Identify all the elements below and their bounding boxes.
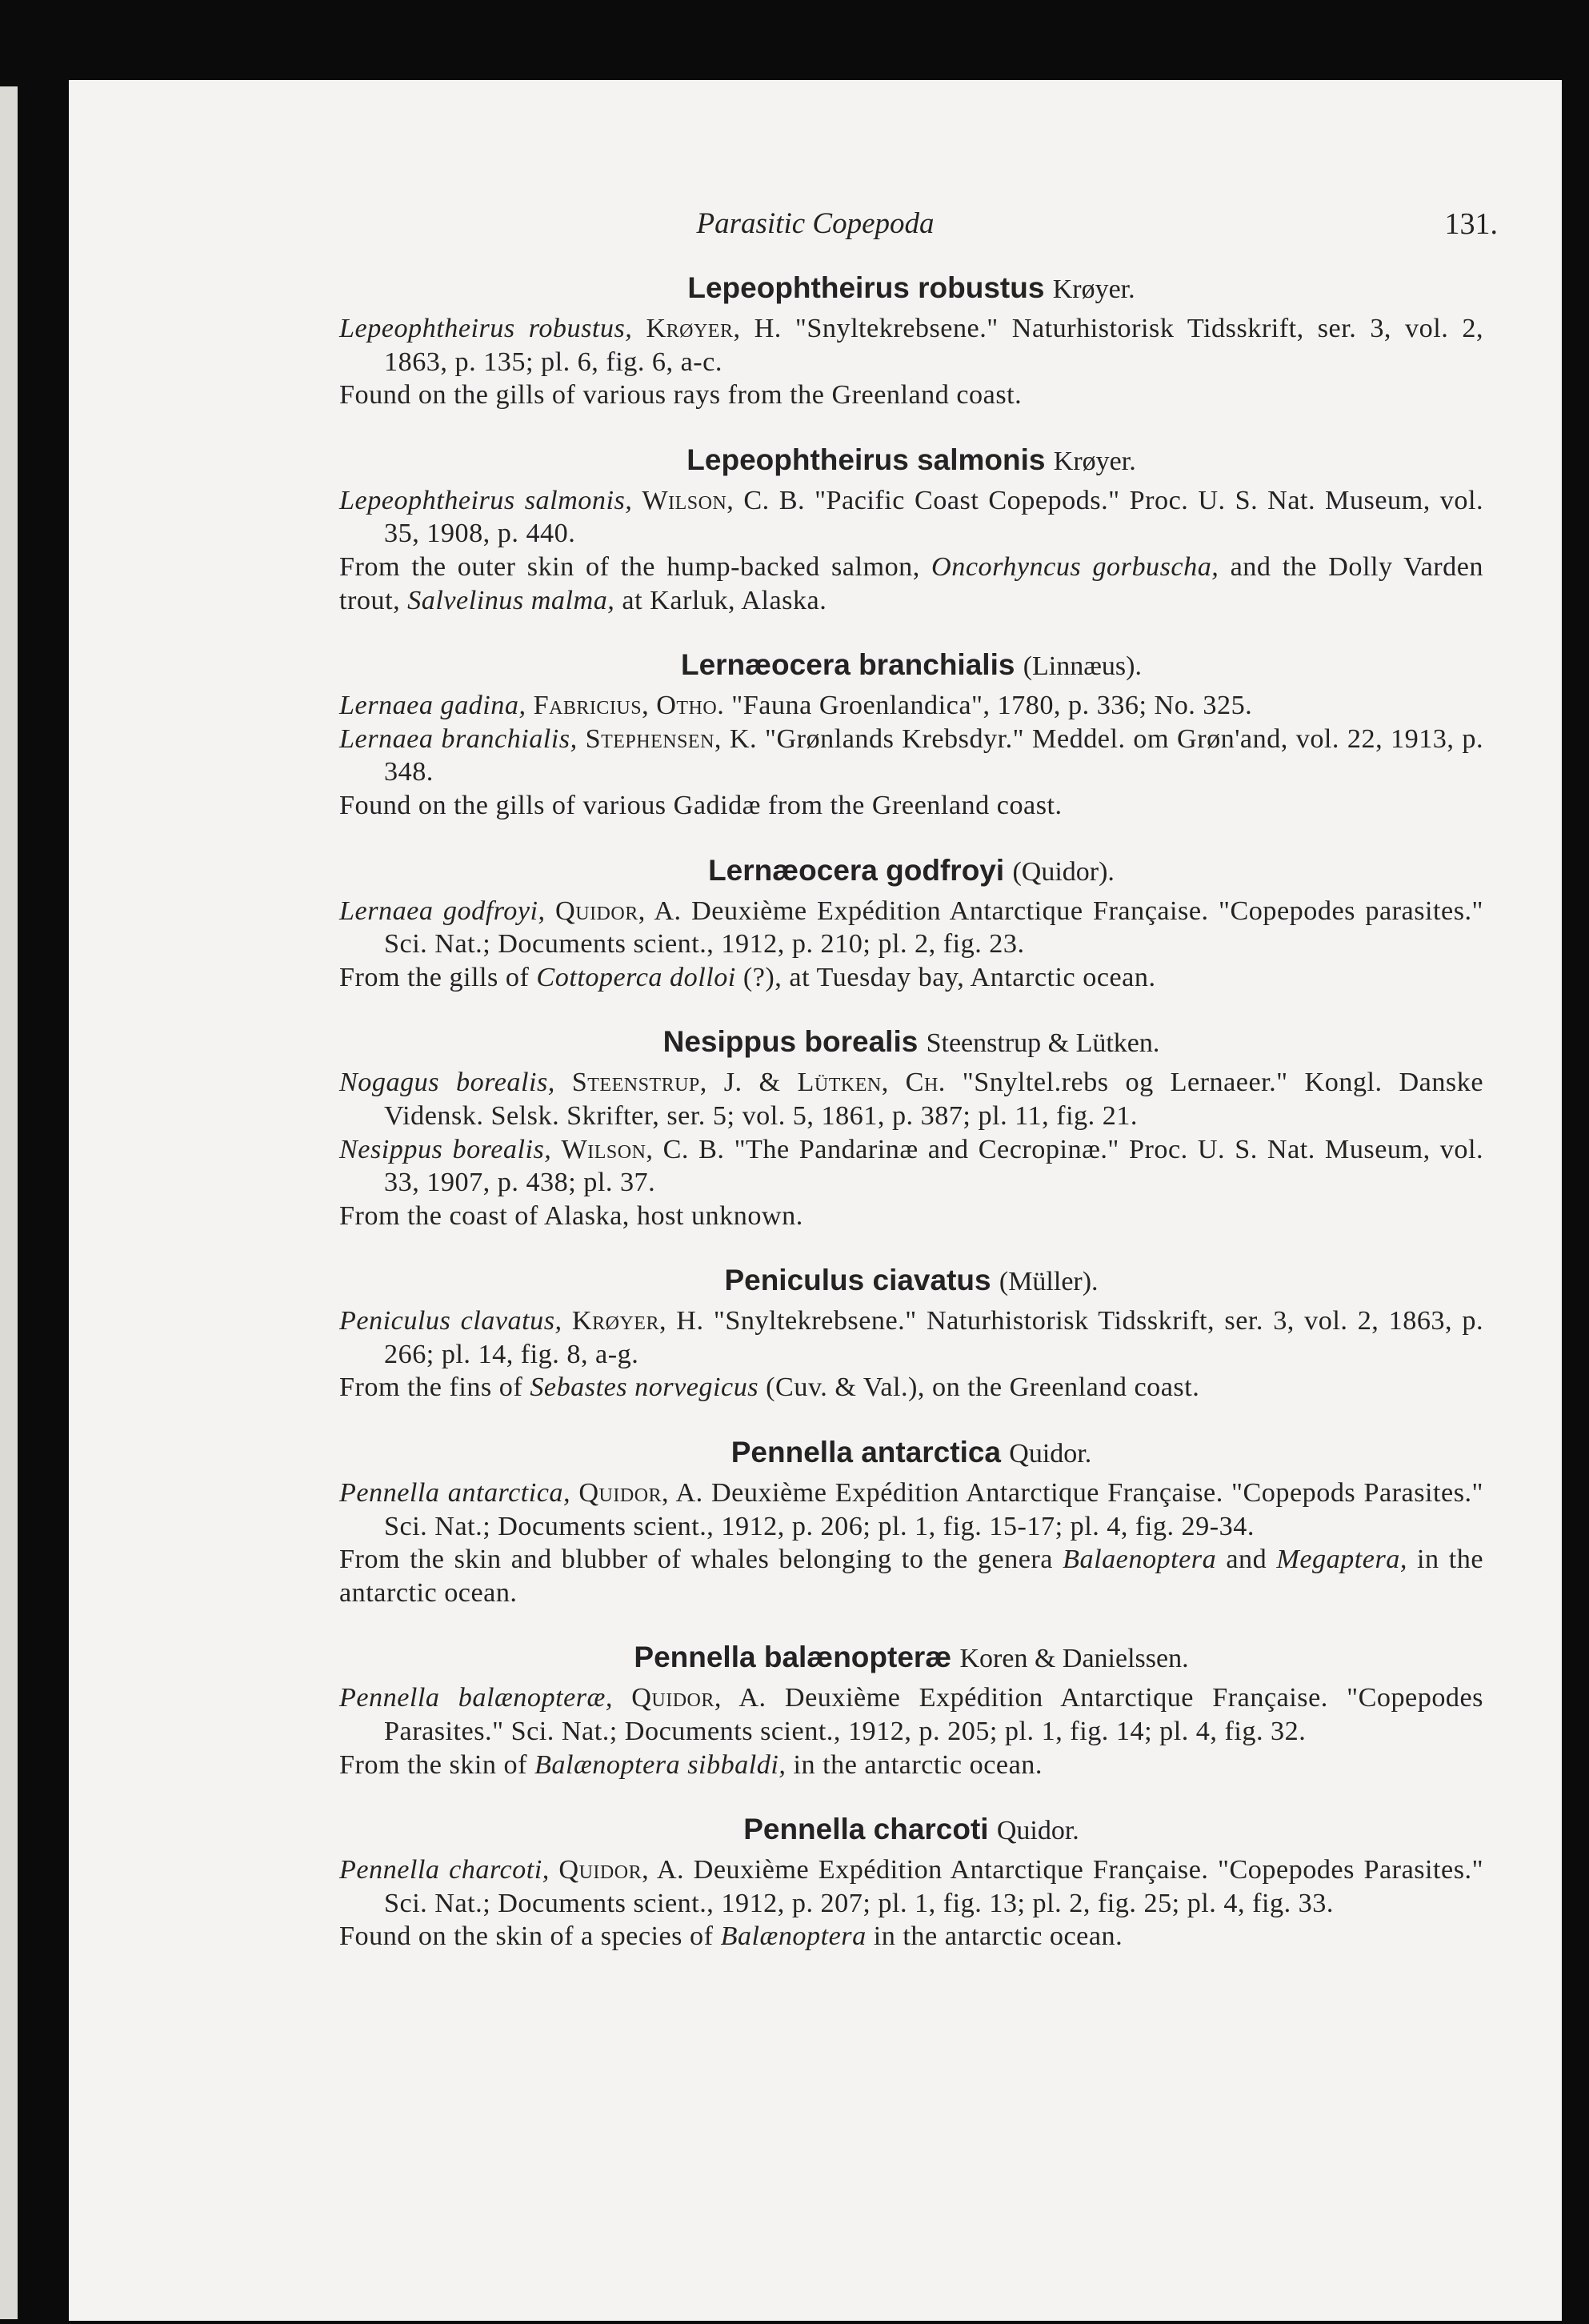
species-authority: Krøyer. xyxy=(1053,446,1136,476)
habitat-note xyxy=(339,1371,1483,1404)
species-name: Peniculus ciavatus xyxy=(724,1264,991,1297)
reference-citation: "Snyltel.rebs og Lernaeer." Kongl. Danske Vidensk. Selsk. Skrifter, ser. 5; vol. 5, 1861, p. 387; pl. 11, fig. 21. xyxy=(384,1068,1484,1131)
bibliographic-reference xyxy=(339,1853,1483,1920)
bibliographic-reference xyxy=(339,484,1483,551)
habitat-note xyxy=(339,1749,1483,1782)
species-entry xyxy=(339,1433,1483,1609)
species-entry xyxy=(339,1638,1483,1781)
species-heading xyxy=(339,1261,1483,1301)
reference-scientific-name: Lernaea gadina, xyxy=(339,691,526,721)
reference-scientific-name: Lepeophtheirus salmonis, xyxy=(339,485,633,515)
species-authority: (Quidor). xyxy=(1012,856,1115,887)
species-heading xyxy=(339,441,1483,481)
species-authority: Koren & Danielssen. xyxy=(959,1644,1189,1674)
bibliographic-reference xyxy=(339,895,1483,961)
species-entry xyxy=(339,1810,1483,1953)
reference-author: Steenstrup, J. & Lütken, Ch. xyxy=(571,1068,946,1098)
note-text: From the outer skin of the hump-backed salmon, xyxy=(339,551,920,582)
bibliographic-reference xyxy=(339,1681,1483,1748)
note-text: Found on the gills of various Gadidæ from the Greenland coast. xyxy=(339,790,1063,820)
note-text: the Dolly Varden trout, xyxy=(339,551,1483,615)
species-entry xyxy=(339,851,1483,995)
host-scientific-name: Balænoptera xyxy=(720,1921,867,1952)
reference-citation: "Fauna Groenlandica", 1780, p. 336; No. 325. xyxy=(731,691,1253,721)
note-text: (?), at Tuesday bay, Antarctic ocean. xyxy=(742,962,1156,992)
note-text: From the skin of xyxy=(339,1749,527,1780)
bibliographic-reference xyxy=(339,723,1483,789)
adjacent-page-edge xyxy=(0,86,18,2319)
running-title: Parasitic Copepoda xyxy=(696,207,935,240)
document-page xyxy=(69,80,1562,2321)
habitat-note xyxy=(339,1920,1483,1953)
reference-author: Krøyer, H. xyxy=(571,1306,704,1336)
note-text: in the antarctic ocean. xyxy=(339,1545,1484,1608)
host-scientific-name: Sebastes norvegicus xyxy=(530,1372,759,1403)
reference-scientific-name: Lernaea godfroyi, xyxy=(339,896,546,926)
species-authority: Quidor. xyxy=(1009,1439,1092,1469)
habitat-note xyxy=(339,379,1483,412)
reference-author: Stephensen, K. xyxy=(585,723,758,754)
reference-author: Wilson, C. B. xyxy=(642,485,806,515)
reference-author: Krøyer, H. xyxy=(646,314,782,343)
habitat-note xyxy=(339,961,1483,995)
species-name: Pennella charcoti xyxy=(743,1813,989,1846)
species-entry xyxy=(339,1261,1483,1404)
species-name: Pennella balænopteræ xyxy=(634,1641,952,1674)
bibliographic-reference xyxy=(339,1477,1483,1543)
habitat-note xyxy=(339,1543,1483,1609)
reference-scientific-name: Nesippus borealis, xyxy=(339,1134,552,1164)
species-name: Pennella antarctica xyxy=(730,1436,1002,1469)
note-text: in the antarctic ocean. xyxy=(793,1749,1043,1780)
note-text: Found on the gills of various rays from the Greenland coast. xyxy=(339,380,1023,411)
reference-scientific-name: Pennella balænopteræ, xyxy=(339,1683,613,1713)
species-name: Lepeophtheirus robustus xyxy=(687,271,1045,304)
species-name: Nesippus borealis xyxy=(662,1025,919,1059)
host-scientific-name: Salvelinus malma, xyxy=(407,585,615,615)
note-text: From the gills of xyxy=(339,962,530,992)
reference-author: Quidor, A. xyxy=(631,1683,766,1713)
habitat-note xyxy=(339,551,1483,617)
species-entry xyxy=(339,441,1483,617)
reference-citation: Deuxième Expédition Antarctique Française. "Copepodes Parasites." Sci. Nat.; Documents scient., 1912, p. 205; pl. 1, fig. 14; pl. 4, fig. 32. xyxy=(384,1683,1483,1747)
note-text: at Karluk, Alaska. xyxy=(622,585,827,615)
reference-scientific-name: Pennella charcoti, xyxy=(339,1855,550,1885)
reference-citation: "The Pandarinæ and Cecropinæ." Proc. U. S. Nat. Museum, vol. 33, 1907, p. 438; pl. 37. xyxy=(384,1134,1483,1198)
habitat-note xyxy=(339,1200,1483,1233)
host-scientific-name: Balaenoptera xyxy=(1063,1545,1217,1575)
host-scientific-name: Cottoperca dolloi xyxy=(536,962,736,992)
species-heading xyxy=(339,646,1483,686)
reference-scientific-name: Pennella antarctica, xyxy=(339,1478,571,1509)
reference-scientific-name: Lernaea branchialis, xyxy=(339,723,578,754)
bibliographic-reference xyxy=(339,1133,1483,1200)
reference-author: Quidor, A. xyxy=(578,1478,703,1509)
reference-citation: Deuxième Expédition Antarctique Française. "Copepodes Parasites." Sci. Nat.; Documents scient., 1912, p. 207; pl. 1, fig. 13; pl. 2, fig. 25; pl. 4, fig. 33. xyxy=(384,1855,1484,1918)
species-entry xyxy=(339,646,1483,822)
species-authority: Steenstrup & Lütken. xyxy=(926,1028,1160,1059)
species-name: Lepeophtheirus salmonis xyxy=(686,443,1046,476)
reference-citation: "Pacific Coast Copepods." Proc. U. S. Nat. Museum, vol. 35, 1908, p. 440. xyxy=(384,485,1484,549)
reference-author: Quidor, A. xyxy=(555,896,682,926)
species-entry xyxy=(339,269,1483,412)
species-list xyxy=(339,269,1483,1982)
host-scientific-name: Megaptera, xyxy=(1276,1545,1407,1575)
species-heading xyxy=(339,1638,1483,1678)
species-heading xyxy=(339,1433,1483,1473)
note-text: (Cuv. & Val.), on the Greenland coast. xyxy=(766,1372,1200,1403)
reference-citation: "Grønlands Krebsdyr." Meddel. om Grøn'and, vol. 22, 1913, p. 348. xyxy=(384,723,1483,787)
habitat-note xyxy=(339,789,1483,823)
bibliographic-reference xyxy=(339,312,1483,379)
continuation-word: and xyxy=(1226,1545,1267,1575)
continuation-word: and xyxy=(1230,551,1271,582)
reference-citation: "Snyltekrebsene." Naturhistorisk Tidsskrift, ser. 3, vol. 2, 1863, p. 135; pl. 6, fig. 6, a-c. xyxy=(384,314,1484,377)
species-entry xyxy=(339,1023,1483,1232)
reference-citation: Deuxième Expédition Antarctique Française. "Copepods Parasites." Sci. Nat.; Documents scient., 1912, p. 206; pl. 1, fig. 15-17; pl. 4, fig. 29-34. xyxy=(384,1478,1484,1541)
reference-author: Quidor, A. xyxy=(558,1855,685,1885)
bibliographic-reference xyxy=(339,1304,1483,1371)
species-authority: Krøyer. xyxy=(1052,274,1135,304)
species-authority: (Müller). xyxy=(999,1267,1099,1297)
page-header xyxy=(69,206,1562,251)
species-authority: (Linnæus). xyxy=(1023,651,1142,682)
species-name: Lernæocera godfroyi xyxy=(708,853,1005,887)
species-authority: Quidor. xyxy=(996,1816,1079,1846)
reference-author: Fabricius, Otho. xyxy=(533,691,725,721)
species-name: Lernæocera branchialis xyxy=(680,648,1015,682)
reference-scientific-name: Nogagus borealis, xyxy=(339,1068,555,1098)
bibliographic-reference xyxy=(339,1066,1483,1132)
reference-scientific-name: Lepeophtheirus robustus, xyxy=(339,314,633,343)
reference-citation: "Snyltekrebsene." Naturhistorisk Tidsskrift, ser. 3, vol. 2, 1863, p. 266; pl. 14, fig. 8, a-g. xyxy=(384,1306,1484,1369)
note-text: From the coast of Alaska, host unknown. xyxy=(339,1200,803,1231)
reference-scientific-name: Peniculus clavatus, xyxy=(339,1306,562,1336)
species-heading xyxy=(339,269,1483,309)
note-text: From the fins of xyxy=(339,1372,523,1403)
note-text: From the skin and blubber of whales belonging to the genera xyxy=(339,1545,1053,1575)
species-heading xyxy=(339,1810,1483,1850)
bibliographic-reference xyxy=(339,689,1483,723)
note-text: Found on the skin of a species of xyxy=(339,1921,714,1952)
page-number: 131. xyxy=(1444,207,1498,241)
host-scientific-name: Balænoptera sibbaldi, xyxy=(534,1749,786,1780)
species-heading xyxy=(339,851,1483,892)
note-text: in the antarctic ocean. xyxy=(873,1921,1123,1952)
species-heading xyxy=(339,1023,1483,1063)
reference-citation: Deuxième Expédition Antarctique Française. "Copepodes parasites." Sci. Nat.; Documents scient., 1912, p. 210; pl. 2, fig. 23. xyxy=(384,896,1484,960)
reference-author: Wilson, C. B. xyxy=(561,1134,725,1164)
host-scientific-name: Oncorhyncus gorbuscha, xyxy=(931,551,1219,582)
